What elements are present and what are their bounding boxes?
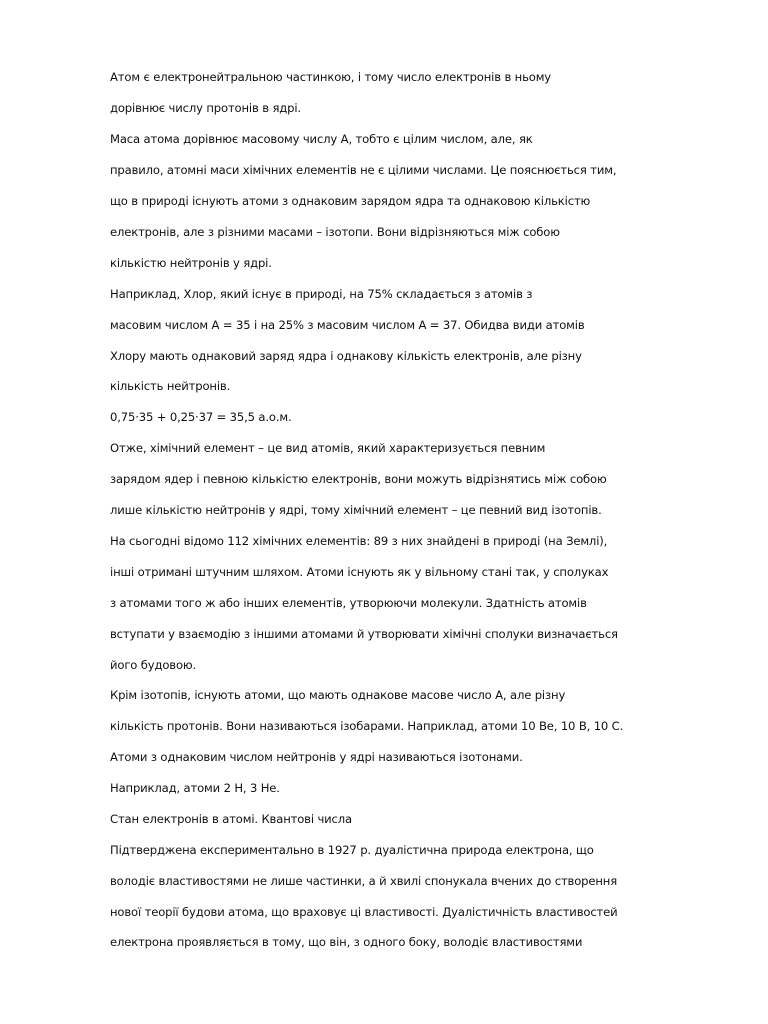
text-line-22: кількість протонів. Вони називаються ізобарами. Наприклад, атоми 10 Be, 10 B, 10 C. — [110, 719, 624, 733]
text-line-15: лише кількістю нейтронів у ядрі, тому хімічний елемент – це певний вид ізотопів. — [110, 503, 602, 517]
text-line-11: кількість нейтронів. — [110, 379, 231, 393]
formula-line: 0,75·35 + 0,25·37 = 35,5 а.о.м. — [110, 410, 292, 424]
text-line-4: правило, атомні маси хімічних елементів не є цілими числами. Це пояснюється тим, — [110, 163, 617, 177]
text-line-10: Хлору мають однаковий заряд ядра і однакову кількість електронів, але різну — [110, 349, 582, 363]
text-line-18: з атомами того ж або інших елементів, утворюючи молекули. Здатність атомів — [110, 596, 587, 610]
text-line-8: Наприклад, Хлор, який існує в природі, на 75% складається з атомів з — [110, 287, 533, 301]
text-line-3: Маса атома дорівнює масовому числу А, тобто є цілим числом, але, як — [110, 132, 533, 146]
text-line-29: електрона проявляється в тому, що він, з одного боку, володіє властивостями — [110, 935, 583, 949]
text-line-16: На сьогодні відомо 112 хімічних елементів: 89 з них знайдені в природі (на Землі), — [110, 534, 608, 548]
text-line-23: Атоми з однаковим числом нейтронів у ядрі називаються ізотонами. — [110, 750, 523, 764]
text-line-17: інші отримані штучним шляхом. Атоми існують як у вільному стані так, у сполуках — [110, 565, 609, 579]
text-line-27: володіє властивостями не лише частинки, а й хвилі спонукала вчених до створення — [110, 874, 618, 888]
text-line-14: зарядом ядер і певною кількістю електронів, вони можуть відрізнятись між собою — [110, 472, 607, 486]
text-line-19: вступати у взаємодію з іншими атомами й утворювати хімічні сполуки визначається — [110, 627, 618, 641]
text-line-21: Крім ізотопів, існують атоми, що мають однакове масове число А, але різну — [110, 688, 566, 702]
text-line-26: Підтверджена експериментально в 1927 р. дуалістична природа електрона, що — [110, 843, 594, 857]
text-line-28: нової теорії будови атома, що враховує ці властивості. Дуалістичність властивостей — [110, 905, 618, 919]
text-line-20: його будовою. — [110, 658, 197, 672]
text-line-1: Атом є електронейтральною частинкою, і тому число електронів в ньому — [110, 70, 552, 84]
text-line-13: Отже, хімічний елемент – це вид атомів, який характеризується певним — [110, 441, 546, 455]
text-line-6: електронів, але з різними масами – ізотопи. Вони відрізняються між собою — [110, 225, 560, 239]
text-line-7: кількістю нейтронів у ядрі. — [110, 256, 272, 270]
section-heading: Стан електронів в атомі. Квантові числа — [110, 812, 352, 826]
text-line-2: дорівнює числу протонів в ядрі. — [110, 101, 301, 115]
text-line-24: Наприклад, атоми 2 H, 3 He. — [110, 781, 280, 795]
text-line-5: що в природі існують атоми з однаковим зарядом ядра та однаковою кількістю — [110, 194, 591, 208]
text-line-9: масовим числом А = 35 і на 25% з масовим числом А = 37. Обидва види атомів — [110, 318, 585, 332]
